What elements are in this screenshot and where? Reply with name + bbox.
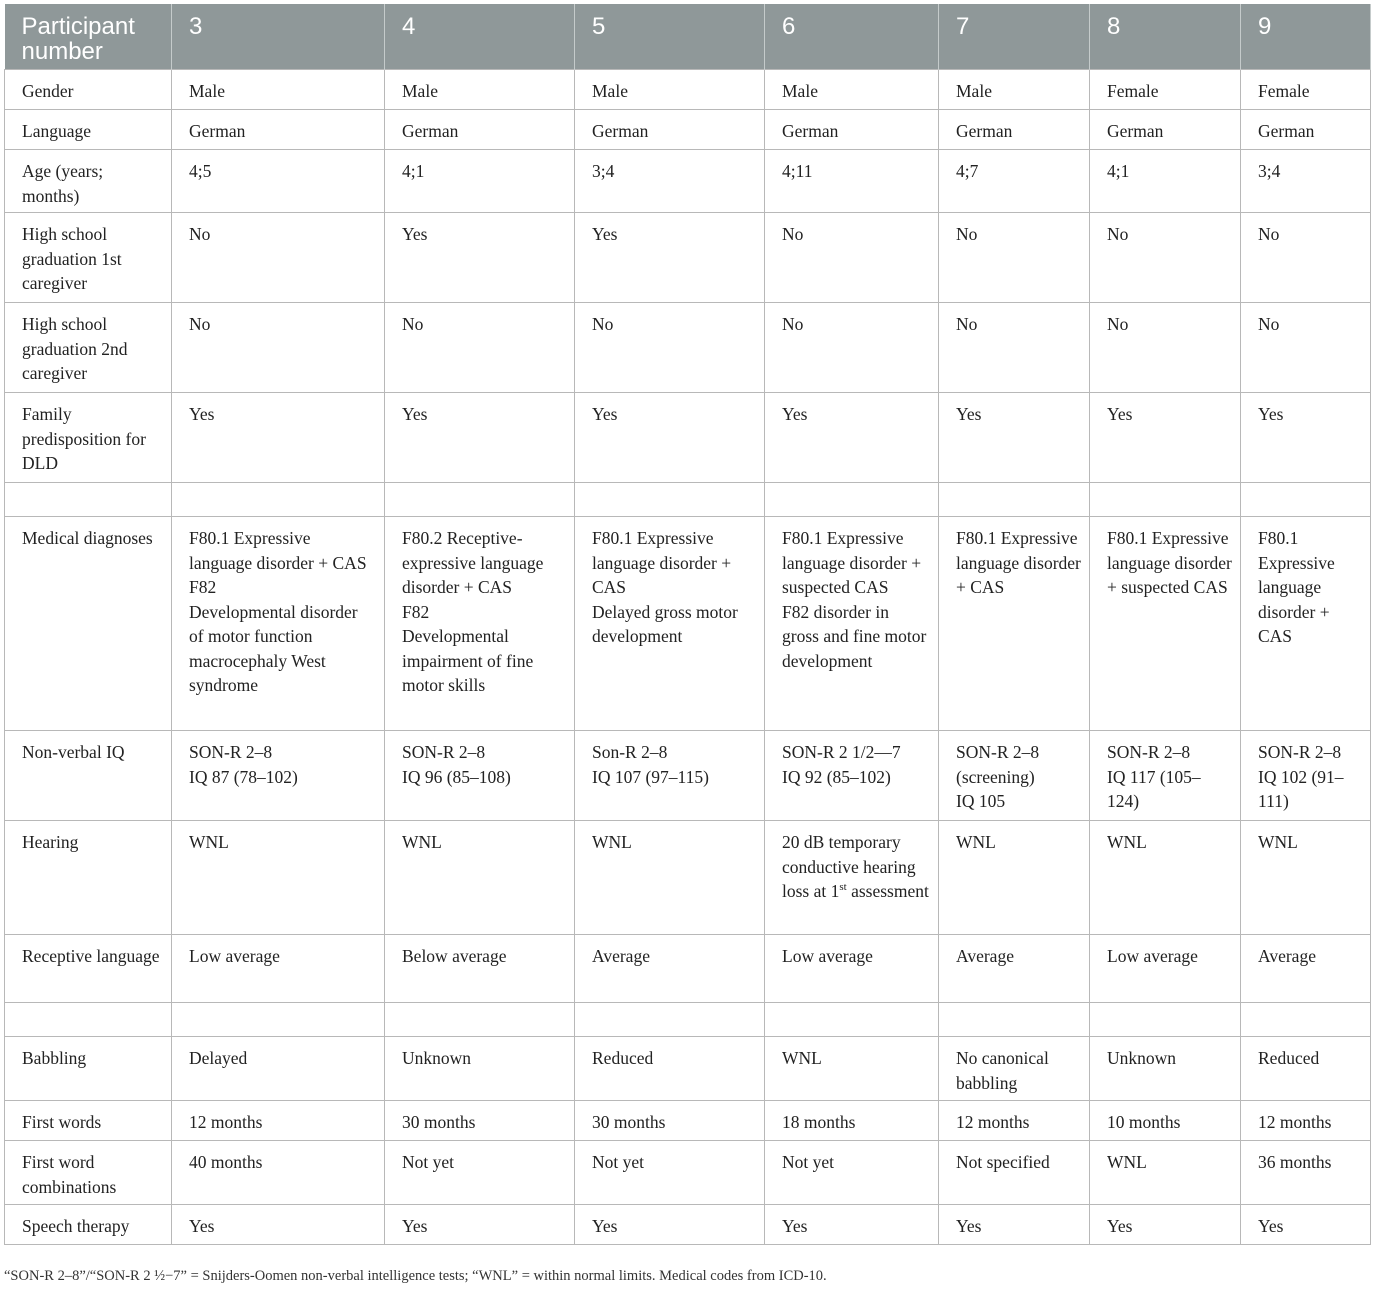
table-cell: Yes — [385, 213, 575, 303]
table-cell: Below average — [385, 935, 575, 1003]
table-cell: 12 months — [172, 1101, 385, 1141]
table-cell: No — [1090, 303, 1241, 393]
row-label: Hearing — [5, 821, 172, 935]
table-row — [5, 70, 1371, 110]
table-cell: German — [765, 110, 939, 150]
row-label: Family predisposition for DLD — [5, 393, 172, 483]
table-row — [5, 517, 1371, 731]
header-participant-number: Participant number — [5, 4, 172, 70]
table-cell: WNL — [172, 821, 385, 935]
table-row — [5, 110, 1371, 150]
table-cell: No — [1241, 213, 1371, 303]
table-cell: 4;5 — [172, 150, 385, 213]
table-cell — [939, 1003, 1090, 1037]
table-cell — [385, 517, 575, 731]
header-row — [5, 4, 1371, 70]
table-cell: Yes — [1090, 1205, 1241, 1245]
cell-line: IQ 96 (85–108) — [402, 766, 511, 787]
header-participant-7: 7 — [939, 4, 1090, 70]
table-cell — [1241, 483, 1371, 517]
table-cell: Unknown — [1090, 1037, 1241, 1101]
table-cell: Yes — [765, 1205, 939, 1245]
table-cell — [1090, 731, 1241, 821]
table-cell: No — [939, 303, 1090, 393]
table-cell: WNL — [1090, 1141, 1241, 1205]
header-participant-5: 5 — [575, 4, 765, 70]
table-cell: WNL — [939, 821, 1090, 935]
table-cell: Male — [385, 70, 575, 110]
table-cell — [1090, 517, 1241, 731]
cell-line: F80.1 Expressive language disorder + suspected CAS — [1107, 528, 1232, 597]
table-cell — [575, 731, 765, 821]
table-cell: Reduced — [1241, 1037, 1371, 1101]
table-cell — [172, 517, 385, 731]
table-cell: Male — [765, 70, 939, 110]
table-cell: 4;1 — [1090, 150, 1241, 213]
table-cell: Male — [172, 70, 385, 110]
table-row-spacer — [5, 483, 1371, 517]
table-cell — [575, 517, 765, 731]
row-label: Medical diagnoses — [5, 517, 172, 731]
table-cell: Female — [1090, 70, 1241, 110]
cell-line: IQ 117 (105–124) — [1107, 766, 1201, 811]
table-cell: Not yet — [575, 1141, 765, 1205]
table-cell: 30 months — [385, 1101, 575, 1141]
table-cell — [765, 517, 939, 731]
table-row-spacer — [5, 1003, 1371, 1037]
table-cell — [765, 731, 939, 821]
table-row — [5, 1141, 1371, 1205]
table-cell: No — [765, 213, 939, 303]
row-label: Gender — [5, 70, 172, 110]
table-cell — [1241, 517, 1371, 731]
table-cell: Yes — [385, 393, 575, 483]
table-cell — [575, 1003, 765, 1037]
table-cell: 4;11 — [765, 150, 939, 213]
table-cell — [1090, 483, 1241, 517]
table-cell — [1090, 1003, 1241, 1037]
table-cell: Yes — [939, 1205, 1090, 1245]
table-cell: German — [1241, 110, 1371, 150]
table-cell — [939, 483, 1090, 517]
table-row — [5, 1037, 1371, 1101]
table-cell — [172, 731, 385, 821]
table-cell: WNL — [575, 821, 765, 935]
row-label: Age (years; months) — [5, 150, 172, 213]
cell-line: Delayed gross motor development — [592, 601, 738, 646]
table-cell — [765, 821, 939, 935]
table-cell — [385, 731, 575, 821]
cell-line: IQ 92 (85–102) — [782, 766, 891, 787]
row-label: First word combinations — [5, 1141, 172, 1205]
cell-line: SON-R 2–8 — [1107, 742, 1191, 762]
table-cell: No — [765, 303, 939, 393]
table-row — [5, 213, 1371, 303]
row-label: Non-verbal IQ — [5, 731, 172, 821]
table-cell: Yes — [1241, 393, 1371, 483]
cell-line: F82 disorder in gross and fine motor development — [782, 601, 927, 671]
cell-line: IQ 87 (78–102) — [189, 766, 298, 787]
table-cell: Not yet — [385, 1141, 575, 1205]
table-cell: No — [939, 213, 1090, 303]
row-label: Babbling — [5, 1037, 172, 1101]
cell-line: IQ 105 — [956, 791, 1006, 811]
table-cell: Yes — [172, 1205, 385, 1245]
table-cell: Average — [1241, 935, 1371, 1003]
table-cell: 3;4 — [1241, 150, 1371, 213]
row-label: High school graduation 2nd caregiver — [5, 303, 172, 393]
table-cell: Reduced — [575, 1037, 765, 1101]
cell-line: F82 — [189, 577, 217, 597]
table-cell: 18 months — [765, 1101, 939, 1141]
table-cell: Yes — [575, 393, 765, 483]
table-row — [5, 731, 1371, 821]
table-cell — [575, 483, 765, 517]
table-cell — [939, 517, 1090, 731]
table-cell: Unknown — [385, 1037, 575, 1101]
table-cell: 36 months — [1241, 1141, 1371, 1205]
cell-line: SON-R 2–8 — [189, 742, 273, 762]
cell-line: F82 — [402, 601, 430, 622]
participant-table — [4, 4, 1371, 1245]
table-cell: 3;4 — [575, 150, 765, 213]
table-cell — [385, 1003, 575, 1037]
table-cell: Female — [1241, 70, 1371, 110]
cell-line: Developmental disorder of motor function macrocephaly West syndrome — [189, 601, 358, 695]
cell-line: SON-R 2–8 — [402, 742, 486, 762]
table-cell — [1241, 1003, 1371, 1037]
table-cell — [765, 1003, 939, 1037]
hearing-text: 20 dB temporary conductive hearing loss at 1 — [782, 832, 916, 901]
table-cell: Yes — [385, 1205, 575, 1245]
table-cell — [1241, 731, 1371, 821]
cell-line: F80.1 Expressive language disorder + CAS — [592, 528, 732, 597]
cell-line: F80.2 Receptive-expressive language disorder + CAS — [402, 528, 544, 597]
table-cell: Not specified — [939, 1141, 1090, 1205]
row-label: Receptive language — [5, 935, 172, 1003]
row-label: High school graduation 1st caregiver — [5, 213, 172, 303]
table-cell: Yes — [765, 393, 939, 483]
table-cell: Yes — [575, 1205, 765, 1245]
table-cell: No — [172, 303, 385, 393]
table-row — [5, 150, 1371, 213]
table-cell: Yes — [172, 393, 385, 483]
header-participant-4: 4 — [385, 4, 575, 70]
table-row — [5, 821, 1371, 935]
table-cell — [385, 483, 575, 517]
table-row — [5, 303, 1371, 393]
cell-line: Developmental impairment of fine motor skills — [402, 626, 534, 695]
table-cell: 40 months — [172, 1141, 385, 1205]
table-cell: Not yet — [765, 1141, 939, 1205]
table-cell: WNL — [1241, 821, 1371, 935]
table-cell: No canonical babbling — [939, 1037, 1090, 1101]
table-cell: 10 months — [1090, 1101, 1241, 1141]
table-cell: No — [385, 303, 575, 393]
table-cell: Low average — [1090, 935, 1241, 1003]
table-cell: No — [172, 213, 385, 303]
hearing-text-tail: assessment — [846, 881, 929, 901]
row-label — [5, 1003, 172, 1037]
table-cell: German — [1090, 110, 1241, 150]
row-label: First words — [5, 1101, 172, 1141]
table-cell: Male — [575, 70, 765, 110]
ordinal-suffix: st — [839, 881, 847, 893]
table-cell — [172, 483, 385, 517]
table-cell — [939, 731, 1090, 821]
cell-line: Son-R 2–8 — [592, 742, 668, 762]
table-cell: No — [1090, 213, 1241, 303]
cell-line: F80.1 Expressive language disorder + CAS — [1258, 528, 1335, 646]
header-participant-8: 8 — [1090, 4, 1241, 70]
table-row — [5, 935, 1371, 1003]
header-participant-6: 6 — [765, 4, 939, 70]
table-cell: 30 months — [575, 1101, 765, 1141]
row-label — [5, 483, 172, 517]
table-cell: Yes — [1241, 1205, 1371, 1245]
table-row — [5, 1101, 1371, 1141]
table-row — [5, 1205, 1371, 1245]
table-footnote: “SON-R 2–8”/“SON-R 2 ½−7” = Snijders-Oomen non-verbal intelligence tests; “WNL” = within normal limits. Medical codes from ICD-10. — [4, 1268, 827, 1284]
table-cell: Yes — [575, 213, 765, 303]
table-cell: Male — [939, 70, 1090, 110]
cell-line: SON-R 2–8 (screening) — [956, 742, 1040, 787]
cell-line: F80.1 Expressive language disorder + suspected CAS — [782, 528, 922, 597]
table-cell: Low average — [765, 935, 939, 1003]
table-cell: 12 months — [1241, 1101, 1371, 1141]
table-cell: WNL — [765, 1037, 939, 1101]
row-label: Speech therapy — [5, 1205, 172, 1245]
cell-line: IQ 102 (91–111) — [1258, 766, 1344, 811]
participant-table-container — [4, 4, 1370, 1245]
table-cell: 12 months — [939, 1101, 1090, 1141]
table-cell: German — [939, 110, 1090, 150]
table-cell: Yes — [939, 393, 1090, 483]
header-participant-3: 3 — [172, 4, 385, 70]
table-cell: Low average — [172, 935, 385, 1003]
table-cell: Average — [939, 935, 1090, 1003]
header-participant-9: 9 — [1241, 4, 1371, 70]
table-cell: No — [1241, 303, 1371, 393]
cell-line: F80.1 Expressive language disorder + CAS — [956, 528, 1081, 597]
table-cell — [172, 1003, 385, 1037]
cell-line: SON-R 2–8 — [1258, 742, 1342, 762]
row-label: Language — [5, 110, 172, 150]
table-cell: WNL — [385, 821, 575, 935]
table-cell: 4;1 — [385, 150, 575, 213]
table-row — [5, 393, 1371, 483]
table-cell: Delayed — [172, 1037, 385, 1101]
table-cell: German — [385, 110, 575, 150]
table-cell: German — [172, 110, 385, 150]
cell-line: IQ 107 (97–115) — [592, 766, 709, 787]
table-cell: Average — [575, 935, 765, 1003]
table-cell: WNL — [1090, 821, 1241, 935]
table-cell — [765, 483, 939, 517]
cell-line: F80.1 Expressive language disorder + CAS — [189, 528, 367, 573]
table-cell: No — [575, 303, 765, 393]
table-cell: 4;7 — [939, 150, 1090, 213]
table-cell: German — [575, 110, 765, 150]
table-cell: Yes — [1090, 393, 1241, 483]
cell-line: SON-R 2 1/2—7 — [782, 742, 901, 762]
table-body — [5, 70, 1371, 1245]
